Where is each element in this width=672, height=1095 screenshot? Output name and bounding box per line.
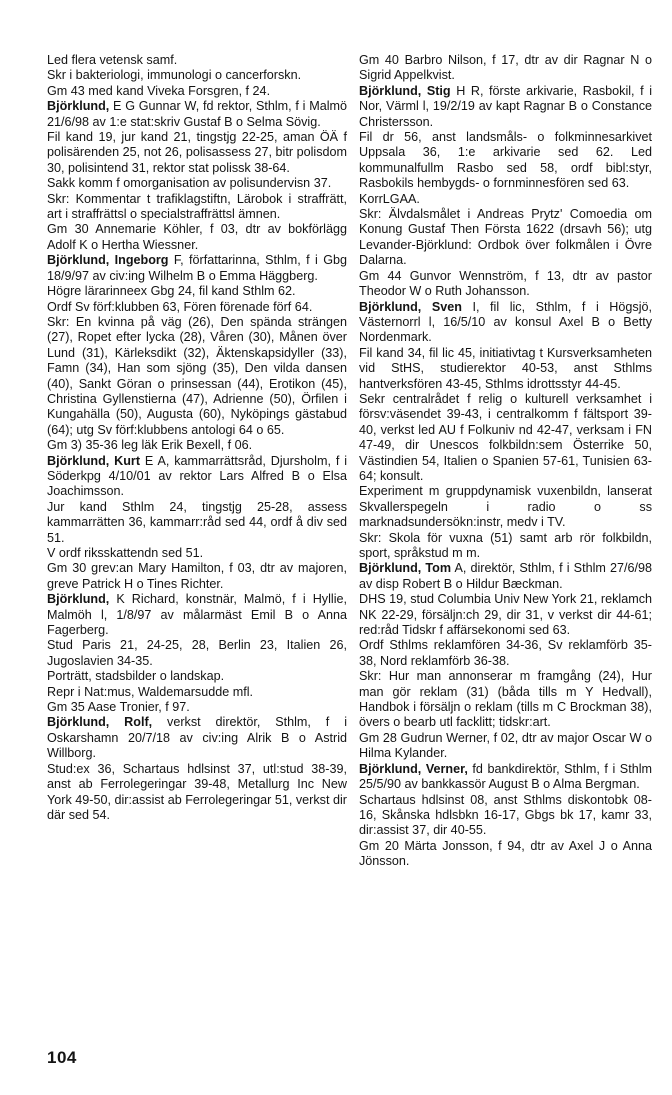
entry-paragraph (47, 84, 347, 99)
entry-text: I, fil lic, Sthlm, f i Högsjö, Västernorrl l, 16/5/10 av konsul Axel B o Betty Nordenmark. (359, 299, 652, 345)
entry-paragraph (359, 192, 652, 207)
entry-paragraph (47, 546, 347, 561)
entry-text: E A, kammarrättsråd, Djursholm, f i Söderkpg 4/10/01 av rektor Lars Alfred B o Elsa Joachimsson. (47, 453, 347, 499)
entry-paragraph (359, 731, 652, 762)
entry-text: Gm 35 Aase Tronier, f 97. (47, 700, 190, 715)
entry-text: K Richard, konstnär, Malmö, f i Hyllie, Malmöh l, 1/8/97 av målarmäst Emil B o Anna Fagerberg. (47, 592, 347, 638)
entry-paragraph (47, 500, 347, 546)
entry-text: Gm 20 Märta Jonsson, f 94, dtr av Axel J o Anna Jönsson. (359, 838, 652, 869)
entry-paragraph (47, 762, 347, 824)
entry-paragraph (359, 531, 652, 562)
entry-paragraph (47, 592, 347, 638)
entry-paragraph (47, 700, 347, 715)
entry-paragraph (47, 300, 347, 315)
entry-text: Gm 43 med kand Viveka Forsgren, f 24. (47, 83, 271, 98)
entry-paragraph (47, 561, 347, 592)
entry-name: Björklund, (47, 99, 110, 114)
entry-text: Repr i Nat:mus, Waldemarsudde mfl. (47, 684, 253, 699)
entry-paragraph (359, 207, 652, 269)
entry-name: Björklund, Tom (359, 561, 452, 576)
entry-paragraph (47, 638, 347, 669)
entry-paragraph (47, 685, 347, 700)
entry-paragraph (359, 84, 652, 130)
entry-paragraph (47, 253, 347, 284)
entry-text: verkst direktör, Sthlm, f i Oskarshamn 20/7/18 av civ:ing Alrik B o Astrid Willborg. (47, 715, 348, 761)
entry-text: Jur kand Sthlm 24, tingstjg 25-28, assess kammarrätten 36, kammarr:råd sed 44, ordf å div sed 51. (47, 499, 347, 545)
entry-paragraph (47, 176, 347, 191)
entry-paragraph (359, 392, 652, 484)
entry-paragraph (47, 99, 347, 130)
entry-text: Gm 40 Barbro Nilson, f 17, dtr av dir Ragnar N o Sigrid Appelkvist. (359, 53, 652, 83)
entry-paragraph (359, 839, 652, 870)
entry-name: Björklund, Ingeborg (47, 253, 169, 268)
entry-paragraph (359, 762, 652, 793)
entry-name: Björklund, (47, 592, 110, 607)
entry-text: V ordf riksskattendn sed 51. (47, 546, 204, 560)
entry-text: Gm 44 Gunvor Wennström, f 13, dtr av pastor Theodor W o Ruth Johansson. (359, 268, 652, 299)
entry-text: Fil kand 19, jur kand 21, tingstjg 22-25, aman ÖÄ f polisärenden 25, not 26, polisassess 27, bitr polisdom 30, polisintend 31, rektor stat polissk 38-64. (47, 130, 347, 175)
entry-text: Högre lärarinneex Gbg 24, fil kand Sthlm 62. (47, 284, 296, 299)
entry-text: A, direktör, Sthlm, f i Sthlm 27/6/98 av disp Robert B o Hildur Bæckman. (359, 561, 652, 591)
entry-paragraph (359, 484, 652, 530)
entry-text: Porträtt, stadsbilder o landskap. (47, 669, 225, 684)
entry-text: Gm 28 Gudrun Werner, f 02, dtr av major Oscar W o Hilma Kylander. (359, 730, 652, 761)
entry-paragraph (47, 130, 347, 176)
entry-text: Gm 30 grev:an Mary Hamilton, f 03, dtr av majoren, greve Patrick H o Tines Richter. (47, 561, 347, 591)
entry-paragraph (47, 669, 347, 684)
entry-paragraph (359, 130, 652, 192)
entry-text: KorrLGAA. (359, 191, 420, 206)
entry-paragraph (359, 300, 652, 346)
entry-text: DHS 19, stud Columbia Univ New York 21, reklamch NK 22-29, försäljn:ch 29, dir 31, v verkst dir 44-61; red:råd Tidskr f affärsekonomi sed 63. (359, 592, 652, 638)
right-column (359, 53, 652, 870)
entry-paragraph (47, 715, 347, 761)
entry-name: Björklund, Kurt (47, 453, 141, 468)
entry-paragraph (359, 592, 652, 638)
entry-text: Skr: Kommentar t trafiklagstiftn, Lärobok i straffrätt, art i straffrättsl o specialstraffrättsl ämnen. (47, 191, 347, 222)
entry-text: Sekr centralrådet f relig o kulturell verksamhet i försv:väsendet 39-43, i centralkomm f fältsport 39-40, verkst led AU f Folkuniv nd 42-47, verksam i FN 47-49, dir Unescos folkbildn:sem Österrike 50, Västindien 54, Italien o Spanien 57-61, Tunisien 63-64; konsult. (359, 391, 652, 483)
entry-name: Björklund, Rolf, (47, 715, 153, 730)
entry-text: F, författarinna, Sthlm, f i Gbg 18/9/97 av civ:ing Wilhelm B o Emma Häggberg. (47, 253, 347, 283)
entry-text: Stud:ex 36, Schartaus hdlsinst 37, utl:stud 38-39, anst ab Ferrolegeringar 39-48, Metallurg Inc New York 49-50, dir:assist ab Ferrolegeringar 51, verkst dir där sed 54. (47, 761, 347, 822)
entry-text: Fil kand 34, fil lic 45, initiativtag t Kursverksamheten vid StHS, studierektor 40-53, anst Sthlms hantverksfören 43-45, Sthlms idrottsstyr 44-45. (359, 345, 652, 391)
entry-text: Skr: En kvinna på väg (26), Den spända strängen (27), Ropet efter lycka (28), Våren (30), Månen över Lund (31), Kärleksdikt (32), Äktenskapsidyller (33), Famn (34), Han som sjöng (35), Den vilda dansen (40), Sankt Göran o prinsessan (44), Erotikon (45), Christina Gyllenstierna (47), Adrienne (50), Örfilen i Kungahälla (50), Augusta (60), Nyköpings gästabud (64); utg Sv förf:klubbens antologi 64 o 65. (47, 314, 347, 437)
entry-paragraph (47, 315, 347, 438)
entry-text: Sakk komm f omorganisation av polisundervisn 37. (47, 176, 332, 191)
entry-paragraph (47, 222, 347, 253)
entry-text: fd bankdirektör, Sthlm, f i Sthlm 25/5/90 av bankkassör August B o Alma Bergman. (359, 761, 652, 792)
entry-paragraph (359, 561, 652, 592)
entry-text: Ordf Sv förf:klubben 63, Fören förenade förf 64. (47, 299, 313, 314)
entry-text: H R, förste arkivarie, Rasbokil, f i Nor, Värml l, 19/2/19 av kapt Ragnar B o Constance Christersson. (359, 83, 652, 129)
entry-text: Gm 30 Annemarie Köhler, f 03, dtr av bokförlägg Adolf K o Hertha Wiessner. (47, 222, 347, 252)
entry-text: Led flera vetensk samf. (47, 53, 178, 67)
entry-text: Schartaus hdlsinst 08, anst Sthlms diskontobk 08-16, Skånska hdlsbkn 16-17, Gbgs bk 17, kamr 33, dir:assist 37, dir 40-55. (359, 792, 652, 838)
entry-paragraph (47, 192, 347, 223)
entry-paragraph (359, 346, 652, 392)
entry-text: Skr i bakteriologi, immunologi o cancerforskn. (47, 68, 302, 83)
page-number: 104 (47, 1048, 77, 1067)
entry-text: Ordf Sthlms reklamfören 34-36, Sv reklamförb 35-38, Nord reklamförb 36-38. (359, 638, 652, 668)
entry-paragraph (47, 53, 347, 68)
entry-name: Björklund, Sven (359, 299, 462, 314)
entry-text: Skr: Älvdalsmålet i Andreas Prytz' Comoedia om Konung Gustaf Then Första 1622 (drsavh 56); utg Levander-Björklund: Ordbok över folkmålen i Övre Dalarna. (359, 207, 652, 268)
entry-paragraph (359, 53, 652, 84)
entry-text: Experiment m gruppdynamisk vuxenbildn, lanserat Skvallerspegeln i radio o ss marknadsundersökn:instr, medv i TV. (359, 484, 652, 530)
entry-text: Skr: Hur man annonserar m framgång (24), Hur man gör reklam (31) (båda tills m Y Hedvall), Handbok i försäljn o reklam (tills m C Brockman 38), övers o bearb utl facklitt; tidskr:art. (359, 669, 652, 730)
entry-paragraph (47, 438, 347, 453)
entry-paragraph (47, 454, 347, 500)
entry-text: E G Gunnar W, fd rektor, Sthlm, f i Malmö 21/6/98 av 1:e stat:skriv Gustaf B o Selma Sövig. (47, 99, 347, 129)
entry-paragraph (359, 269, 652, 300)
entry-text: Gm 3) 35-36 leg läk Erik Bexell, f 06. (47, 438, 253, 453)
entry-text: Stud Paris 21, 24-25, 28, Berlin 23, Italien 26, Jugoslavien 34-35. (47, 638, 347, 668)
entry-name: Björklund, Stig (359, 83, 451, 98)
entry-paragraph (47, 284, 347, 299)
entry-name: Björklund, Verner, (359, 761, 468, 776)
entry-paragraph (359, 669, 652, 731)
entry-paragraph (359, 793, 652, 839)
left-column (47, 53, 347, 823)
entry-text: Fil dr 56, anst landsmåls- o folkminnesarkivet Uppsala 36, 1:e arkivarie sed 62. Led kommunalfullm Rasbo sed 58, ordf bibl:styr, Rasbokils hembygds- o fornminnesfören sed 63. (359, 130, 652, 191)
entry-text: Skr: Skola för vuxna (51) samt arb rör folkbildn, sport, språkstud m m. (359, 530, 652, 560)
entry-paragraph (359, 638, 652, 669)
entry-paragraph (47, 68, 347, 83)
